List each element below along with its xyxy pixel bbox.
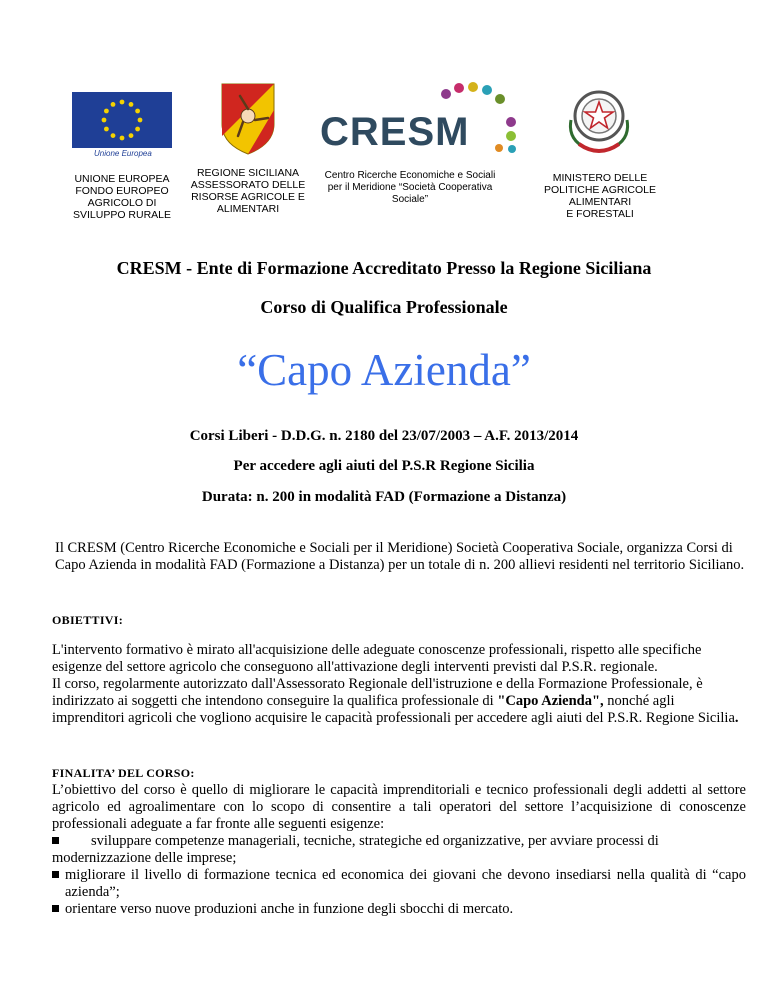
- bullet-icon: [52, 871, 59, 878]
- obiettivi-title: OBIETTIVI:: [52, 613, 124, 627]
- finalita-paragraph: L’obiettivo del corso è quello di migliorare le capacità imprenditoriali e tecnico professionali degli addetti al settore agricolo ed agroalimentare con lo scopo di consentire a tali operatori del settore l’acquisizione di conoscenze professionali adeguate a far fronte alle seguenti esigenze:: [52, 782, 746, 832]
- logo-repubblica-italiana: [557, 80, 641, 158]
- obiettivi-p1: L'intervento formativo è mirato all'acquisizione delle adeguate conoscenze professionali, rispetto alle specifiche esigenze del settore agricolo che conseguono all'attivazione degli interventi previsti dal P.S.R. regionale.: [52, 642, 702, 675]
- psr-line: Per accedere agli aiuti del P.S.R Regione Sicilia: [233, 458, 535, 474]
- sicily-label: REGIONE SICILIANA ASSESSORATO DELLE RISORSE AGRICOLE E ALIMENTARI: [190, 167, 306, 215]
- ente-heading: CRESM - Ente di Formazione Accreditato Presso la Regione Siciliana: [116, 258, 652, 278]
- obiettivi-paragraph: [52, 642, 746, 727]
- cresm-wordmark: CRESM: [320, 110, 470, 154]
- intro-paragraph: Il CRESM (Centro Ricerche Economiche e Sociali per il Meridione) Società Cooperativa Sociale, organizza Corsi di Capo Azienda in modalità FAD (Formazione a Distanza) per un totale di n. 200 allievi residenti nel territorio Siciliano.: [55, 540, 745, 573]
- corsi-liberi-line: Corsi Liberi - D.D.G. n. 2180 del 23/07/2003 – A.F. 2013/2014: [189, 428, 579, 444]
- bullet-icon: [52, 905, 59, 912]
- sicily-shield-icon: [218, 80, 278, 156]
- logo-cresm: [318, 78, 518, 158]
- logo-regione-siciliana: [218, 80, 278, 156]
- logo-eu: [72, 92, 172, 162]
- bullet-icon: [52, 837, 59, 844]
- finalita-bullet: orientare verso nuove produzioni anche in funzione degli sbocchi di mercato.: [52, 901, 746, 918]
- finalita-bullet: sviluppare competenze manageriali, tecniche, strategiche ed organizzative, per avviare processi di modernizzazione delle imprese;: [52, 833, 659, 866]
- finalita-title: FINALITA’ DEL CORSO:: [52, 766, 195, 780]
- eu-flag-icon: [72, 92, 172, 148]
- course-title: “Capo Azienda”: [237, 345, 531, 395]
- corso-heading: Corso di Qualifica Professionale: [260, 297, 508, 317]
- cresm-label: Centro Ricerche Economiche e Sociali per il Meridione “Società Cooperativa Sociale”: [324, 170, 496, 205]
- obiettivi-p2: Il corso, regolarmente autorizzato dall'Assessorato Regionale dell'istruzione e della Formazione Professionale, è indirizzato ai soggetti che intendono conseguire la qualifica professionale di "Capo Azienda", nonché agli imprenditori agricoli che vogliono acquisire le capacità professionali per accedere agli aiuti del P.S.R. Regione Sicilia.: [52, 676, 739, 726]
- italian-emblem-icon: [557, 80, 641, 158]
- durata-line: Durata: n. 200 in modalità FAD (Formazione a Distanza): [201, 489, 567, 505]
- eu-label: UNIONE EUROPEA FONDO EUROPEO AGRICOLO DI SVILUPPO RURALE: [72, 173, 172, 221]
- ministry-label: MINISTERO DELLE POLITICHE AGRICOLE ALIMENTARI E FORESTALI: [543, 172, 657, 220]
- eu-caption: Unione Europea: [94, 149, 152, 158]
- finalita-bullet: migliorare il livello di formazione tecnica ed economica dei giovani che devono insediarsi nella qualità di “capo azienda”;: [52, 867, 746, 901]
